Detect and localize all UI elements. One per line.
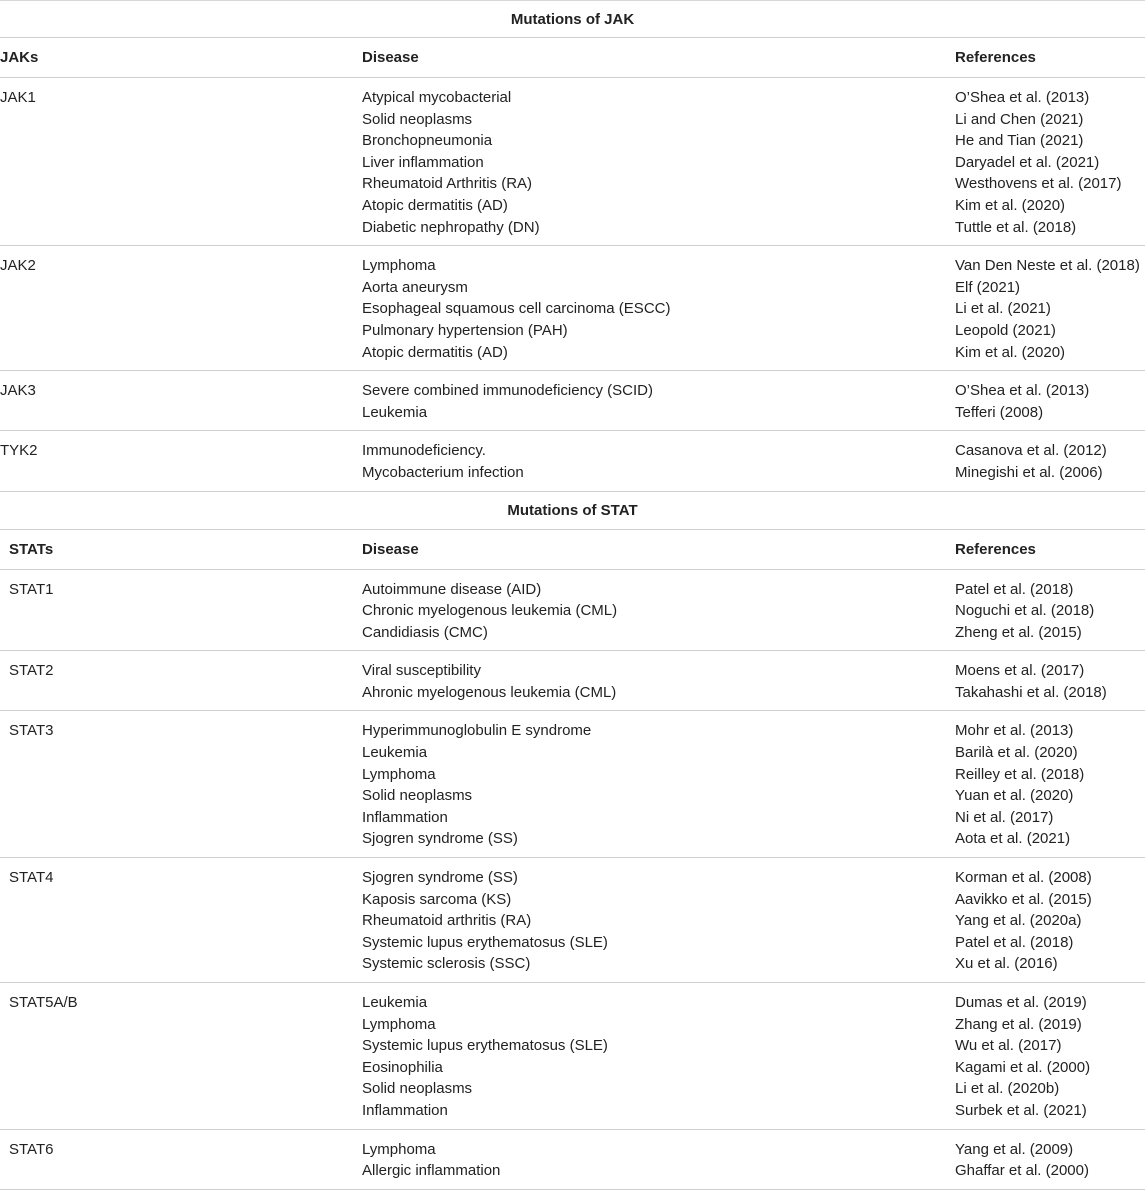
reference-item: Noguchi et al. (2018) [955, 602, 1095, 620]
disease-cell [362, 579, 955, 644]
gene-cell: STAT2 [9, 662, 54, 680]
disease-item: Sjogren syndrome (SS) [362, 830, 518, 848]
reference-item: Minegishi et al. (2006) [955, 463, 1103, 481]
disease-item: Systemic lupus erythematosus (SLE) [362, 933, 608, 951]
reference-item: Takahashi et al. (2018) [955, 683, 1107, 701]
reference-item: Casanova et al. (2012) [955, 442, 1107, 460]
table-row [0, 431, 1145, 491]
disease-item: Solid neoplasms [362, 110, 473, 128]
disease-item: Liver inflammation [362, 153, 484, 171]
table-row [0, 78, 1145, 246]
disease-item: Solid neoplasms [362, 1080, 473, 1098]
reference-item: Li et al. (2020b) [955, 1080, 1060, 1098]
gene-cell: JAK1 [0, 89, 36, 106]
disease-item: Diabetic nephropathy (DN) [362, 218, 540, 236]
reference-item: Xu et al. (2016) [955, 955, 1058, 973]
disease-item: Lymphoma [362, 765, 436, 783]
references-cell [955, 87, 1145, 238]
reference-item: Elf (2021) [955, 278, 1021, 296]
references-cell [955, 380, 1145, 423]
reference-item: Yang et al. (2009) [955, 1140, 1074, 1158]
gene-cell: JAK2 [0, 257, 36, 275]
disease-cell [362, 87, 955, 238]
disease-item: Rheumatoid Arthritis (RA) [362, 175, 533, 193]
reference-item: Tefferi (2008) [955, 403, 1044, 421]
reference-item: Korman et al. (2008) [955, 869, 1092, 887]
reference-item: Surbek et al. (2021) [955, 1101, 1087, 1119]
references-cell [955, 255, 1145, 363]
gene-cell: STAT6 [9, 1140, 54, 1158]
reference-item: Zheng et al. (2015) [955, 623, 1082, 641]
disease-cell [362, 255, 955, 363]
reference-item: Zhang et al. (2019) [955, 1015, 1082, 1033]
disease-item: Systemic lupus erythematosus (SLE) [362, 1037, 608, 1055]
reference-item: Mohr et al. (2013) [955, 722, 1074, 740]
gene-cell: STAT5A/B [9, 994, 78, 1011]
disease-cell [362, 720, 955, 850]
disease-item: Bronchopneumonia [362, 132, 493, 150]
disease-item: Rheumatoid arthritis (RA) [362, 912, 532, 930]
header-gene: JAKs [0, 49, 39, 66]
reference-item: Li et al. (2021) [955, 300, 1051, 318]
reference-item: Reilley et al. (2018) [955, 765, 1085, 783]
references-cell [955, 867, 1145, 975]
disease-item: Candidiasis (CMC) [362, 623, 488, 641]
reference-item: Barilà et al. (2020) [955, 744, 1078, 762]
references-cell [955, 440, 1145, 483]
disease-item: Lymphoma [362, 1140, 436, 1158]
disease-item: Aorta aneurysm [362, 278, 468, 296]
reference-item: Leopold (2021) [955, 321, 1056, 339]
disease-item: Viral susceptibility [362, 662, 481, 680]
reference-item: Aota et al. (2021) [955, 830, 1071, 848]
gene-cell: JAK3 [0, 382, 36, 400]
reference-item: O’Shea et al. (2013) [955, 382, 1090, 400]
gene-cell: STAT3 [9, 722, 54, 740]
disease-item: Esophageal squamous cell carcinoma (ESCC) [362, 300, 671, 318]
references-cell [955, 1139, 1145, 1182]
gene-cell: STAT1 [9, 580, 54, 598]
disease-item: Immunodeficiency. [362, 442, 486, 460]
disease-cell [362, 1139, 955, 1182]
jak-header-row [0, 38, 1145, 78]
disease-item: Leukemia [362, 744, 428, 762]
reference-item: Kim et al. (2020) [955, 196, 1066, 214]
reference-item: Li and Chen (2021) [955, 110, 1084, 128]
disease-item: Ahronic myelogenous leukemia (CML) [362, 683, 617, 701]
disease-item: Atypical mycobacterial [362, 89, 512, 106]
reference-item: Ni et al. (2017) [955, 808, 1054, 826]
stat-rows [0, 570, 1145, 1190]
disease-item: Solid neoplasms [362, 787, 473, 805]
table-row [0, 246, 1145, 371]
reference-item: Daryadel et al. (2021) [955, 153, 1100, 171]
disease-item: Pulmonary hypertension (PAH) [362, 321, 568, 339]
table-row [0, 371, 1145, 431]
references-cell [955, 720, 1145, 850]
stat-section-title: Mutations of STAT [0, 492, 1145, 530]
table-row [0, 1130, 1145, 1190]
disease-item: Leukemia [362, 403, 428, 421]
reference-item: Yuan et al. (2020) [955, 787, 1074, 805]
disease-item: Mycobacterium infection [362, 463, 524, 481]
reference-item: Ghaffar et al. (2000) [955, 1162, 1089, 1180]
disease-cell [362, 660, 955, 703]
header-disease: Disease [362, 540, 419, 558]
table-row [0, 570, 1145, 652]
disease-cell [362, 992, 955, 1122]
table-row [0, 858, 1145, 983]
disease-item: Lymphoma [362, 257, 436, 275]
jak-rows [0, 78, 1145, 492]
gene-cell: TYK2 [0, 442, 38, 460]
disease-item: Sjogren syndrome (SS) [362, 869, 518, 887]
disease-item: Chronic myelogenous leukemia (CML) [362, 602, 618, 620]
disease-item: Eosinophilia [362, 1058, 443, 1076]
reference-item: Aavikko et al. (2015) [955, 890, 1092, 908]
references-cell [955, 992, 1145, 1122]
header-disease: Disease [362, 49, 419, 66]
references-cell [955, 660, 1145, 703]
reference-item: Westhovens et al. (2017) [955, 175, 1122, 193]
disease-item: Autoimmune disease (AID) [362, 580, 542, 598]
table-row [0, 711, 1145, 858]
disease-item: Atopic dermatitis (AD) [362, 196, 508, 214]
reference-item: He and Tian (2021) [955, 132, 1084, 150]
disease-item: Severe combined immunodeficiency (SCID) [362, 382, 653, 400]
disease-item: Leukemia [362, 994, 428, 1011]
disease-item: Atopic dermatitis (AD) [362, 343, 508, 361]
gene-cell: STAT4 [9, 869, 54, 887]
table-row [0, 651, 1145, 711]
disease-item: Systemic sclerosis (SSC) [362, 955, 531, 973]
disease-item: Lymphoma [362, 1015, 436, 1033]
reference-item: Kim et al. (2020) [955, 343, 1066, 361]
reference-item: Patel et al. (2018) [955, 933, 1074, 951]
disease-cell [362, 380, 955, 423]
reference-item: O’Shea et al. (2013) [955, 89, 1090, 106]
disease-cell [362, 867, 955, 975]
reference-item: Dumas et al. (2019) [955, 994, 1087, 1011]
jak-section [0, 0, 1145, 492]
stat-section [0, 492, 1145, 1190]
disease-item: Allergic inflammation [362, 1162, 501, 1180]
reference-item: Kagami et al. (2000) [955, 1058, 1091, 1076]
disease-cell [362, 440, 955, 483]
jak-section-title: Mutations of JAK [0, 0, 1145, 38]
header-gene: STATs [9, 540, 54, 558]
reference-item: Patel et al. (2018) [955, 580, 1074, 598]
reference-item: Yang et al. (2020a) [955, 912, 1082, 930]
table-row [0, 983, 1145, 1130]
references-cell [955, 579, 1145, 644]
disease-item: Hyperimmunoglobulin E syndrome [362, 722, 592, 740]
stat-header-row [0, 530, 1145, 570]
reference-item: Tuttle et al. (2018) [955, 218, 1077, 236]
reference-item: Wu et al. (2017) [955, 1037, 1062, 1055]
reference-item: Moens et al. (2017) [955, 662, 1085, 680]
header-references: References [955, 540, 1036, 558]
reference-item: Van Den Neste et al. (2018) [955, 257, 1140, 275]
header-references: References [955, 49, 1036, 66]
disease-item: Kaposis sarcoma (KS) [362, 890, 512, 908]
disease-item: Inflammation [362, 808, 448, 826]
disease-item: Inflammation [362, 1101, 448, 1119]
